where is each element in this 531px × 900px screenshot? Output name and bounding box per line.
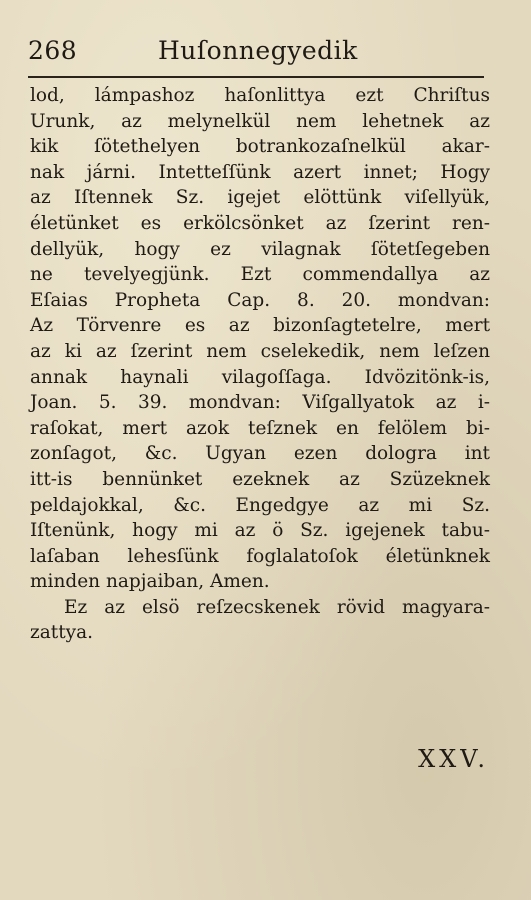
text-line: lod, lámpashoz haſonlittya ezt Chriſtus xyxy=(30,85,490,106)
text-line: az Iſtennek Sz. igejet elöttünk viſellyük, xyxy=(30,187,490,209)
text-line: ne tevelyegjünk. Ezt commendallya az xyxy=(30,264,490,286)
text-line: Urunk, az melynelkül nem lehetnek az xyxy=(30,110,490,132)
running-head: Huſonnegyedik xyxy=(158,36,358,65)
text-line: peldajokkal, &c. Engedgye az mi Sz. xyxy=(30,494,490,516)
text-line: itt-is bennünket ezeknek az Szüzeknek xyxy=(30,468,490,490)
text-line: nak járni. Intetteſſünk azert innet; Hogy xyxy=(30,161,490,183)
page-number: 268 xyxy=(28,36,78,65)
text-line: dellyük, hogy ez vilagnak ſötetſegeben xyxy=(30,238,490,260)
text-line: laſaban lehesſünk foglalatoſok életünknek xyxy=(30,545,490,567)
text-line: az ki az ſzerint nem cselekedik, nem leſzen xyxy=(30,340,490,362)
text-line: Joan. 5. 39. mondvan: Viſgallyatok az i- xyxy=(30,392,490,414)
text-line: zonſagot, &c. Ugyan ezen dologra int xyxy=(30,443,490,465)
text-line: annak haynali vilagoſſaga. Idvözitönk-is, xyxy=(30,366,490,388)
text-line: életünket es erkölcsönket az ſzerint ren- xyxy=(30,212,490,234)
text-line: Az Törvenre es az bizonſagtetelre, mert xyxy=(30,315,490,337)
text-line: Iſtenünk, hogy mi az ö Sz. igejenek tabu- xyxy=(30,520,490,542)
body-text xyxy=(30,83,490,646)
text-line: raſokat, mert azok teſznek en felölem bi- xyxy=(30,417,490,439)
text-line: kik ſötethelyen botrankozaſnelkül akar- xyxy=(30,136,490,158)
catchword: XXV. xyxy=(418,745,489,773)
text-line: minden napjaiban, Amen. xyxy=(30,571,270,593)
text-line: zattya. xyxy=(30,622,94,644)
text-line: Ez az elsö reſzecskenek rövid magyara- xyxy=(64,596,490,618)
page-header xyxy=(28,36,488,76)
text-line: Eſaias Propheta Cap. 8. 20. mondvan: xyxy=(30,289,490,311)
header-rule xyxy=(28,76,484,78)
